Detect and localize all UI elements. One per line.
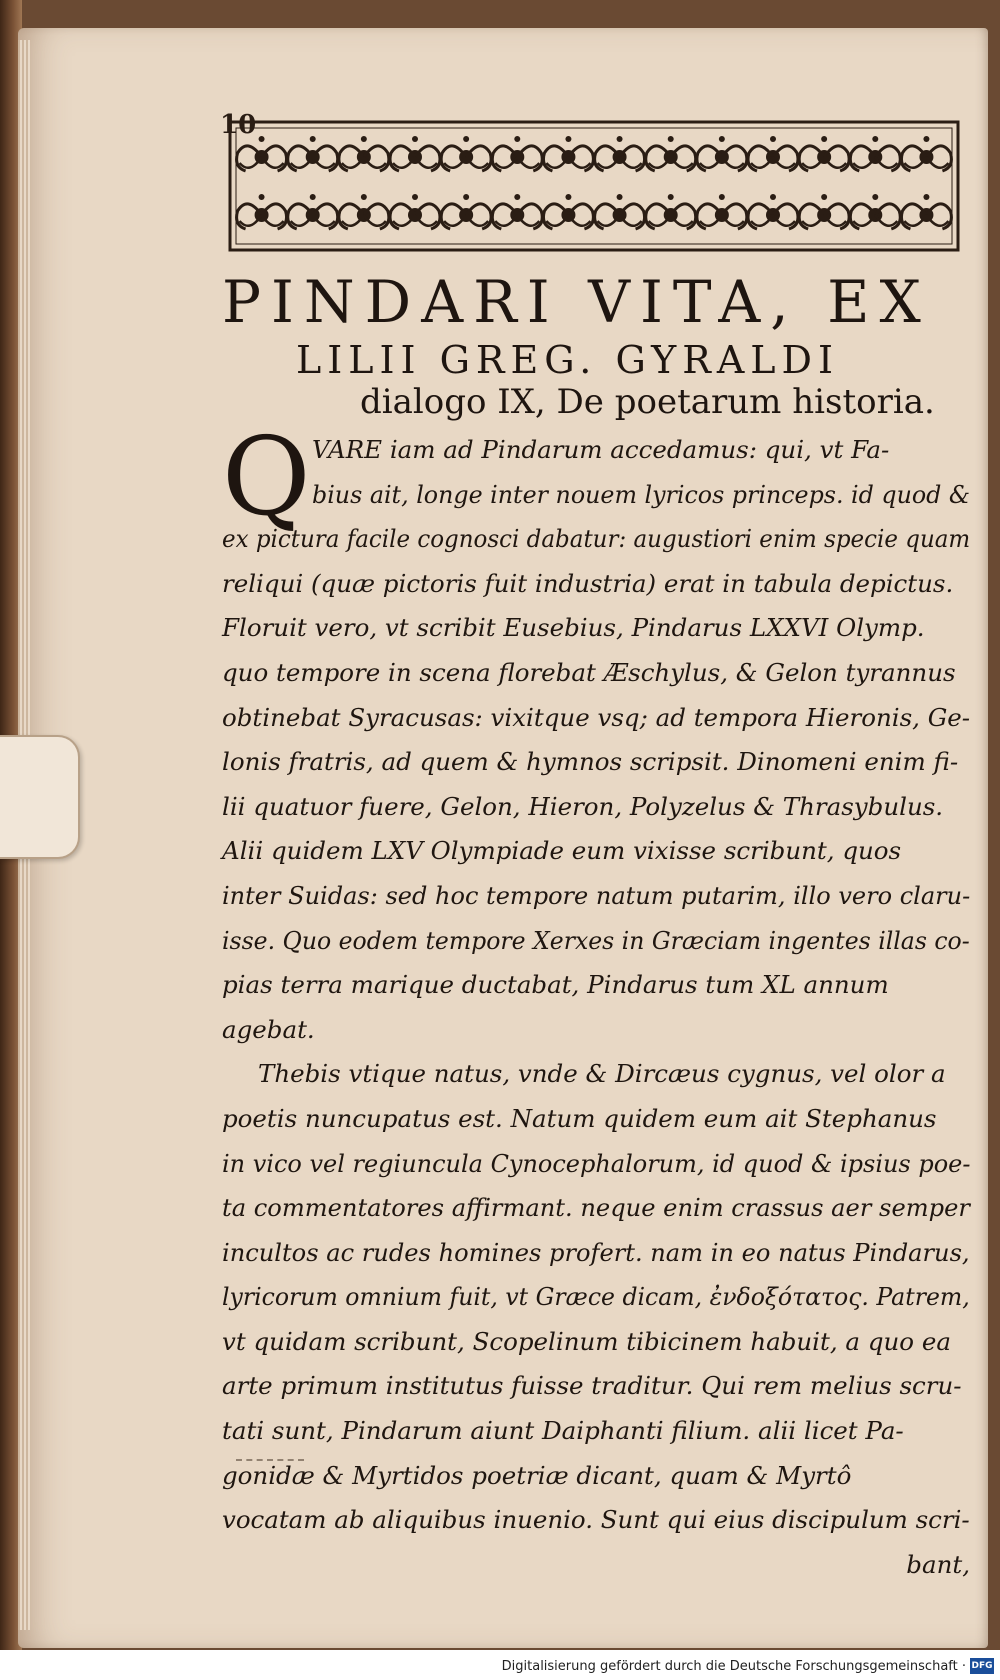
text-line: ex pictura facile cognosci dabatur: augustiori enim specie quam [222,524,971,554]
text-line: lii quatuor fuere, Gelon, Hieron, Polyzelus & Thrasybulus. [222,791,944,821]
text-line: tati sunt, Pindarum aiunt Daiphanti filium. alii licet Pa- [222,1416,904,1446]
text-line: poetis nuncupatus est. Natum quidem eum ait Stephanus [222,1103,937,1133]
text-line: vt quidam scribunt, Scopelinum tibicinem habuit, a quo ea [222,1326,951,1356]
text-line: Floruit vero, vt scribit Eusebius, Pindarus LXXVI Olymp. [222,613,925,643]
title-line-3: dialogo IX, De poetarum historia. [360,382,935,422]
text-line: VARE iam ad Pindarum accedamus: qui, vt Fa- [312,435,890,464]
dfg-logo-icon: DFG [970,1658,994,1674]
text-line: obtinebat Syracusas: vixitque vsq; ad tempora Hieronis, Ge- [222,702,971,732]
text-line: vocatam ab aliquibus inuenio. Sunt qui eius discipulum scri- [222,1505,970,1535]
text-line: in vico vel regiuncula Cynocephalorum, id quod & ipsius poe- [222,1148,971,1178]
text-line: lyricorum omnium fuit, vt Græce dicam, ἐνδοξότατος. Patrem, [222,1282,970,1312]
text-line: arte primum institutus fuisse traditur. Qui rem melius scru- [222,1371,962,1401]
title-line-1: PINDARI VITA, EX [222,268,931,336]
floral-ornament-band [228,120,960,252]
text-line: bius ait, longe inter nouem lyricos princeps. id quod & [312,479,971,509]
body-text [222,415,971,1587]
text-line: agebat. [222,1014,315,1044]
text-line: lonis fratris, ad quem & hymnos scripsit. Dinomeni enim fi- [222,747,959,777]
text-line: pias terra marique ductabat, Pindarus tum XL annum [222,970,889,1000]
ink-mark [236,1456,304,1461]
text-line: reliqui (quæ pictoris fuit industria) erat in tabula depictus. [222,568,954,598]
page-tab-marker [0,735,80,859]
digitization-footer [0,1650,1000,1680]
text-line: isse. Quo eodem tempore Xerxes in Græciam ingentes illas co- [222,925,970,955]
page-number: 10 [220,110,257,140]
text-line: Thebis vtique natus, vnde & Dircæus cygnus, vel olor a [258,1059,946,1089]
text-line: inter Suidas: sed hoc tempore natum putarim, illo vero claru- [222,880,971,910]
text-line: gonidæ & Myrtidos poetriæ dicant, quam & Myrtô [222,1460,852,1490]
text-line: bant, [906,1549,970,1579]
text-line: Alii quidem LXV Olympiade eum vixisse scribunt, quos [222,836,902,866]
title-line-2: LILII GREG. GYRALDI [296,338,839,382]
text-line: quo tempore in scena florebat Æschylus, & Gelon tyrannus [222,657,956,687]
text-line: ta commentatores affirmant. neque enim crassus aer semper [222,1193,970,1223]
text-line: incultos ac rudes homines profert. nam in eo natus Pindarus, [222,1237,970,1267]
drop-cap: Q [222,415,311,540]
footer-credit: Digitalisierung gefördert durch die Deutsche Forschungsgemeinschaft · [501,1659,966,1674]
